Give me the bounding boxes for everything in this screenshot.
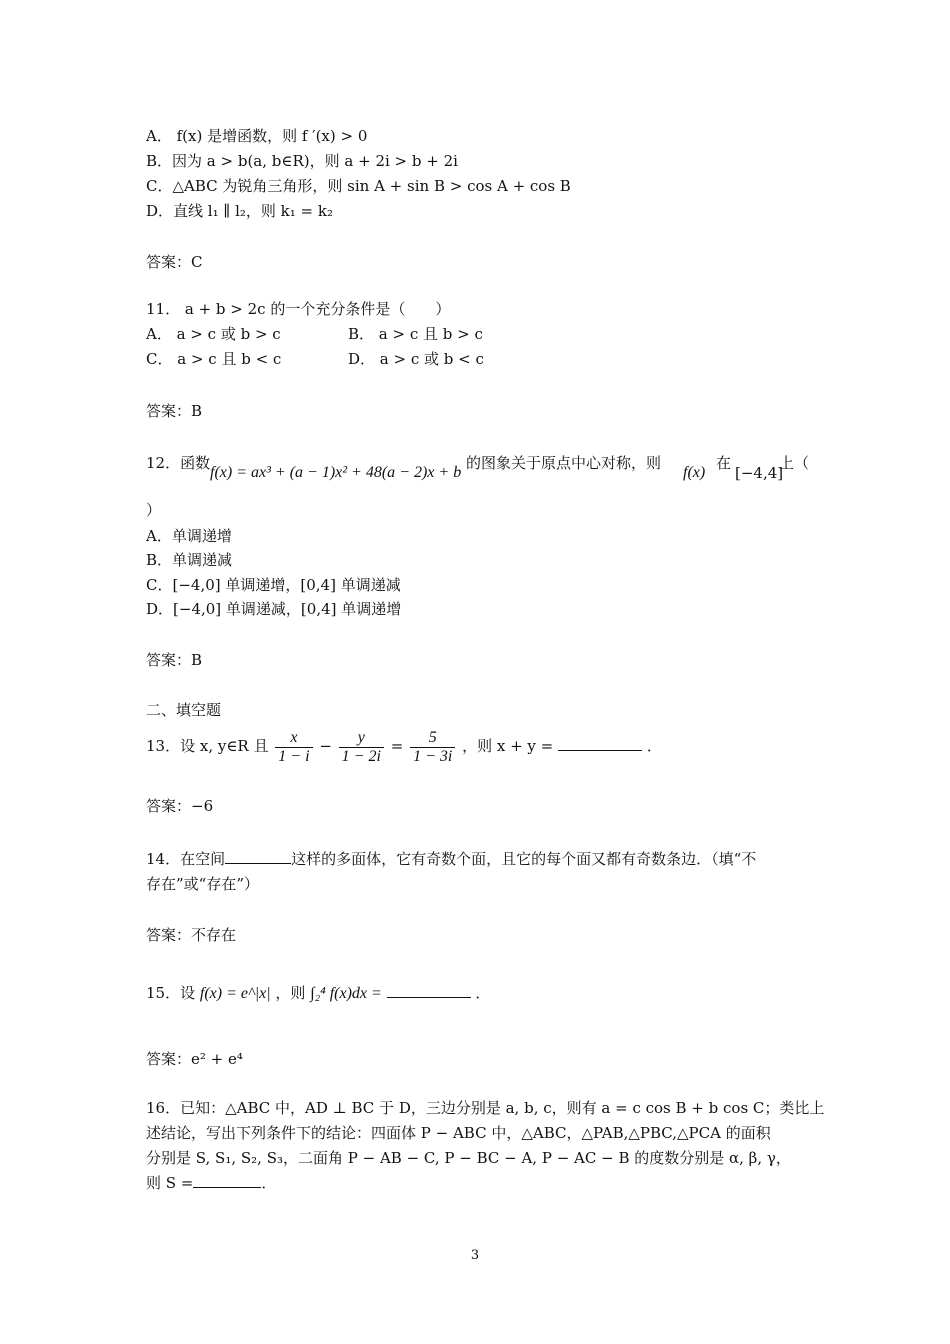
q12-formula: f(x) = ax³ + (a − 1)x² + 48(a − 2)x + b (210, 464, 462, 481)
q12-option-c: C．[−4,0] 单调递增，[0,4] 单调递减 (146, 576, 401, 594)
q14-line2: 存在”或“存在”） (146, 875, 260, 893)
q13-end: ． (646, 737, 662, 755)
q13-fraction-3 (410, 729, 455, 766)
q13-f1-den: 1 − i (278, 747, 310, 765)
q11-option-b: B． a > c 且 b > c (348, 325, 483, 343)
q15-integral: ∫₂⁴ f(x)dx = (310, 985, 382, 1002)
q16-line1: 16．已知：△ABC 中，AD ⊥ BC 于 D，三边分别是 a, b, c，则有 a = c cos B + b cos C；类比上 (146, 1099, 825, 1117)
q12-stem-at: 在 (716, 454, 732, 472)
q15-formula: f(x) = e^|x| (199, 985, 271, 1002)
q13-f3-num: 5 (410, 729, 455, 748)
q14-line1-a: 14．在空间 (146, 850, 226, 868)
q13-prefix: 13．设 x, y∈R 且 (146, 737, 269, 755)
q10-answer: 答案：C (146, 253, 203, 271)
q11-stem: 11． a + b > 2c 的一个充分条件是（ ） (146, 300, 451, 318)
q12-stem-mid: 的图象关于原点中心对称，则 (466, 454, 662, 472)
q13-stem (146, 726, 662, 766)
q10-option-a: A． f(x) 是增函数，则 f ′(x) > 0 (146, 127, 368, 145)
q16-line4 (146, 1173, 276, 1193)
q12-answer: 答案：B (146, 651, 203, 669)
q10-option-d: D．直线 l₁ ∥ l₂，则 k₁ = k₂ (146, 202, 333, 220)
q14-answer: 答案：不存在 (146, 926, 237, 944)
q13-answer-blank[interactable] (558, 736, 642, 751)
q15-prefix: 15．设 (146, 984, 196, 1002)
q13-minus: − (319, 737, 332, 755)
q16-line2: 述结论，写出下列条件下的结论：四面体 P − ABC 中，△ABC，△PAB,△PBC,△PCA 的面积 (146, 1124, 771, 1142)
q15-answer: 答案：e² + e⁴ (146, 1050, 243, 1068)
q15-end: ． (475, 984, 491, 1002)
q11-answer: 答案：B (146, 402, 203, 420)
q16-line3: 分别是 S, S₁, S₂, S₃，二面角 P − AB − C, P − BC − A, P − AC − B 的度数分别是 α, β, γ， (146, 1149, 791, 1167)
q13-fraction-2 (339, 729, 384, 766)
q16-line4-b: ． (261, 1174, 277, 1192)
page-number: 3 (470, 1248, 480, 1263)
q11-option-c: C． a > c 且 b < c (146, 350, 282, 368)
q15-stem (146, 983, 490, 1004)
q12-stem-end: 上（ (779, 454, 810, 472)
q12-option-d: D．[−4,0] 单调递减，[0,4] 单调递增 (146, 600, 402, 618)
q13-suffix: ，则 x + y = (462, 737, 554, 755)
q11-option-a: A． a > c 或 b > c (146, 325, 281, 343)
q12-interval: [−4,4] (735, 464, 784, 482)
q12-option-a: A．单调递增 (146, 527, 232, 545)
q13-f2-num: y (339, 729, 384, 748)
q13-f3-den: 1 − 3i (413, 747, 453, 765)
q14-line1 (146, 849, 756, 869)
q15-answer-blank[interactable] (387, 983, 471, 998)
q10-option-b: B．因为 a > b(a, b∈R)，则 a + 2i > b + 2i (146, 152, 458, 170)
q13-fraction-1 (275, 729, 312, 766)
q14-line1-b: 这样的多面体，它有奇数个面，且它的每个面又都有奇数条边．（填“不 (291, 850, 757, 868)
section-heading: 二、填空题 (146, 701, 222, 719)
q13-f2-den: 1 − 2i (341, 747, 381, 765)
q12-fx: f(x) (683, 464, 706, 481)
q16-answer-blank[interactable] (193, 1173, 261, 1188)
q16-line4-a: 则 S = (146, 1174, 194, 1192)
q15-mid: ，则 (275, 984, 306, 1002)
q12-option-b: B．单调递减 (146, 551, 233, 569)
q11-option-d: D． a > c 或 b < c (348, 350, 484, 368)
q14-answer-blank[interactable] (225, 849, 291, 864)
q13-f1-num: x (275, 729, 312, 748)
q13-eq: = (390, 737, 404, 755)
q13-answer: 答案：−6 (146, 797, 214, 815)
q12-stem-prefix: 12．函数 (146, 454, 211, 472)
q10-option-c: C．△ABC 为锐角三角形，则 sin A + sin B > cos A + cos B (146, 177, 571, 195)
q12-stem-close: ） (146, 501, 162, 519)
